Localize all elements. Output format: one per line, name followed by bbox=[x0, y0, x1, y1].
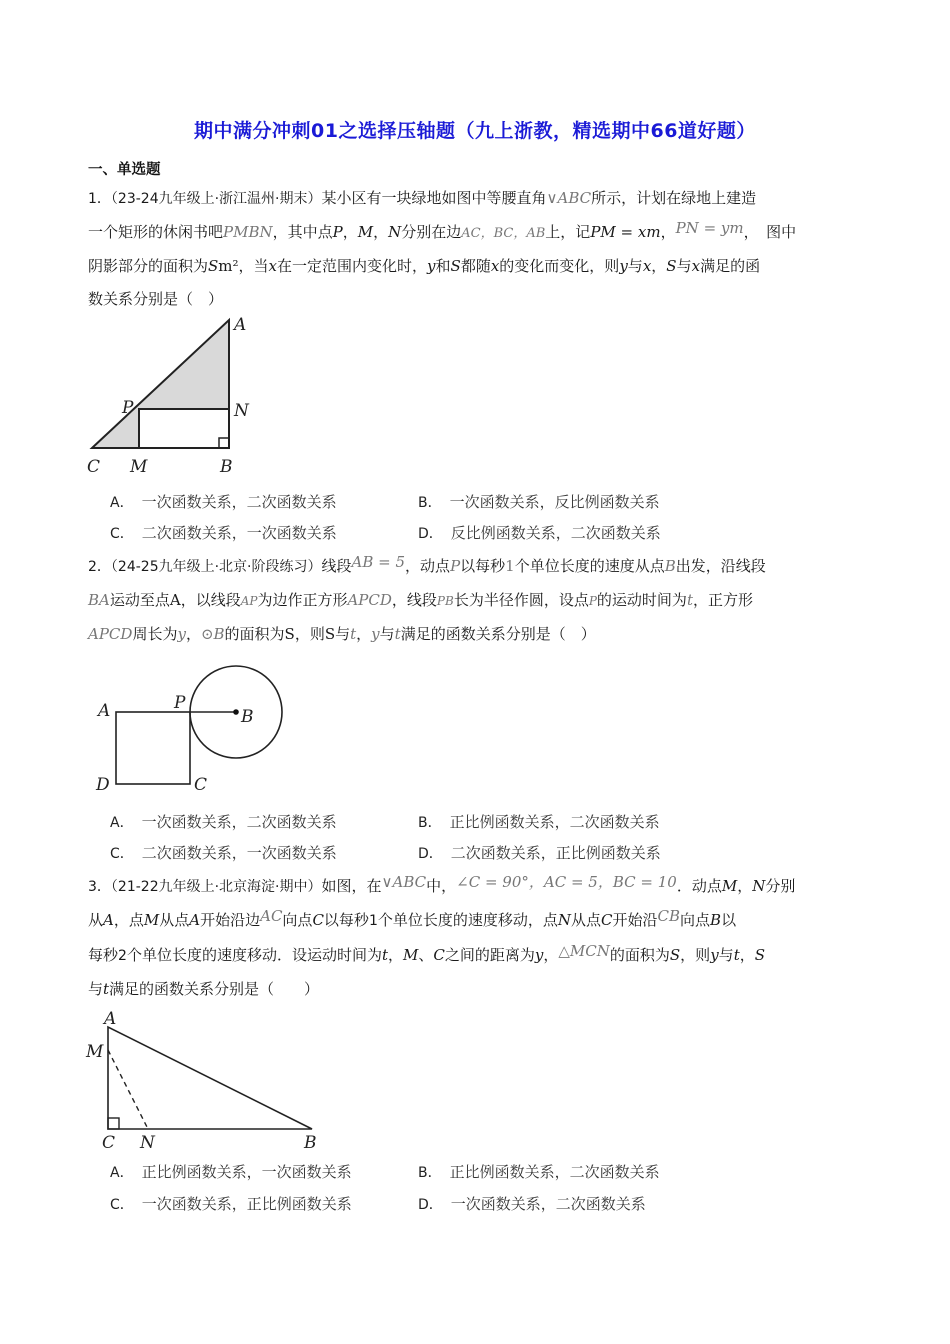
math-expr: x bbox=[691, 257, 701, 275]
svg-text:P: P bbox=[122, 398, 134, 418]
math-expr: △MCN bbox=[558, 942, 610, 960]
text: 都随 bbox=[460, 257, 491, 275]
option-letter: C． bbox=[110, 1197, 134, 1213]
svg-text:A: A bbox=[104, 1009, 117, 1029]
math-expr: P bbox=[588, 594, 597, 608]
math-expr: y bbox=[619, 257, 628, 275]
math-expr: B bbox=[710, 911, 722, 929]
option-text: 一次函数关系，二次函数关系 bbox=[141, 813, 337, 831]
text: 以每秒 bbox=[460, 557, 506, 575]
svg-text:B: B bbox=[304, 1133, 317, 1153]
text: ， 图中 bbox=[743, 223, 797, 241]
svg-text:A: A bbox=[234, 315, 247, 335]
math-expr: A bbox=[103, 911, 114, 929]
option-text: 正比例函数关系，二次函数关系 bbox=[449, 813, 660, 831]
math-expr: y bbox=[534, 946, 544, 964]
math-expr: M bbox=[143, 911, 160, 929]
math-expr: S bbox=[208, 257, 219, 275]
math-expr: AC bbox=[260, 907, 283, 925]
math-expr: t bbox=[381, 946, 388, 964]
option-c[interactable] bbox=[110, 1194, 352, 1215]
math-expr: ∨ABC bbox=[546, 189, 592, 207]
math-expr: C bbox=[433, 946, 445, 964]
question-2-line-2 bbox=[88, 590, 864, 611]
text: 以 bbox=[721, 911, 737, 929]
math-expr: ∠C = 90°，AC = 5，BC = 10 bbox=[456, 873, 677, 891]
text: 一个矩形的休闲书吧 bbox=[88, 223, 224, 241]
page-title: 期中满分冲刺01之选择压轴题（九上浙教，精选期中66道好题） bbox=[194, 120, 756, 142]
question-2-line-1 bbox=[88, 553, 864, 577]
math-expr: PN = ym bbox=[675, 219, 744, 237]
text: 与 bbox=[379, 625, 395, 643]
text: 的面积为 bbox=[609, 946, 670, 964]
option-a[interactable] bbox=[110, 812, 337, 833]
math-expr: y bbox=[177, 625, 186, 643]
question-1-line-4 bbox=[88, 289, 864, 309]
math-expr: y bbox=[427, 257, 436, 275]
option-c[interactable] bbox=[110, 523, 337, 544]
math-expr: x bbox=[642, 257, 652, 275]
text: ，其中点 bbox=[272, 223, 333, 241]
math-expr: AP bbox=[240, 594, 258, 608]
math-expr: AB = 5 bbox=[351, 553, 406, 571]
text: 长为半径作圆，设点 bbox=[453, 591, 589, 609]
text: ， bbox=[737, 877, 753, 895]
text: 分别 bbox=[765, 877, 796, 895]
text: 满足的函 bbox=[700, 257, 761, 275]
text: 的变化而变化，则 bbox=[499, 257, 620, 275]
text: 数关系分别是（ ） bbox=[88, 290, 224, 308]
text: 阴影部分的面积为 bbox=[88, 257, 209, 275]
text: ， bbox=[342, 223, 358, 241]
svg-text:M: M bbox=[86, 1042, 104, 1062]
option-letter: B． bbox=[418, 815, 442, 831]
svg-text:B: B bbox=[220, 457, 233, 477]
math-expr: t bbox=[733, 946, 740, 964]
text: 中， bbox=[426, 877, 457, 895]
math-expr: x bbox=[490, 257, 500, 275]
text: ， bbox=[543, 946, 559, 964]
right-angle-mark bbox=[108, 1118, 119, 1129]
text: 之间的距离为 bbox=[444, 946, 535, 964]
text: 分别在边 bbox=[401, 223, 462, 241]
question-3-line-3 bbox=[88, 942, 864, 966]
svg-text:P: P bbox=[174, 693, 186, 713]
question-1-line-3 bbox=[88, 256, 864, 276]
math-expr: y bbox=[371, 625, 380, 643]
math-expr: PMBN bbox=[223, 223, 273, 241]
text: 与 bbox=[676, 257, 692, 275]
math-expr: t bbox=[394, 625, 401, 643]
text: ．动点 bbox=[676, 877, 722, 895]
text: ， bbox=[651, 257, 667, 275]
math-expr: ∨ABC bbox=[381, 873, 427, 891]
text: 与 bbox=[718, 946, 734, 964]
math-expr: P bbox=[450, 557, 461, 575]
option-b[interactable] bbox=[418, 492, 660, 513]
math-expr: APCD bbox=[88, 625, 133, 643]
text: ，动点 bbox=[405, 557, 451, 575]
question-number: 3． bbox=[88, 879, 111, 895]
svg-text:M: M bbox=[130, 457, 148, 477]
math-expr: S bbox=[754, 946, 766, 964]
triangle-ABC bbox=[108, 1027, 312, 1129]
option-letter: B． bbox=[418, 1165, 442, 1181]
text: 每秒 bbox=[88, 946, 119, 964]
math-expr: ⊙B bbox=[200, 625, 225, 643]
option-text: 一次函数关系，二次函数关系 bbox=[141, 493, 337, 511]
math-expr: y bbox=[710, 946, 719, 964]
center-point-B bbox=[233, 709, 239, 715]
text: 从 bbox=[88, 911, 104, 929]
text: 线段 bbox=[321, 557, 352, 575]
text: ， bbox=[356, 625, 372, 643]
question-source: （21-22九年级上·北京海淀·期中） bbox=[110, 879, 322, 895]
dashed-segment-MN bbox=[108, 1050, 148, 1129]
option-text: 反比例函数关系，二次函数关系 bbox=[450, 524, 661, 542]
svg-text:C: C bbox=[194, 775, 208, 795]
option-letter: A． bbox=[110, 495, 134, 511]
math-expr: AC，BC，AB bbox=[461, 226, 546, 241]
math-expr: PM = xm bbox=[590, 223, 661, 241]
svg-text:C: C bbox=[87, 457, 101, 477]
question-3-line-2 bbox=[88, 907, 864, 931]
option-text: 正比例函数关系，二次函数关系 bbox=[449, 1163, 660, 1181]
math-expr: CB bbox=[657, 907, 681, 925]
option-b[interactable] bbox=[418, 1162, 660, 1183]
math-expr: 2 bbox=[118, 948, 127, 964]
option-c[interactable] bbox=[110, 843, 337, 864]
math-expr: PB bbox=[436, 594, 454, 608]
text: 开始沿边 bbox=[200, 911, 261, 929]
option-text: 二次函数关系，正比例函数关系 bbox=[450, 844, 661, 862]
math-expr: A bbox=[189, 911, 201, 929]
math-expr: C bbox=[601, 911, 613, 929]
text: 在一定范围内变化时， bbox=[277, 257, 428, 275]
text: 周长为 bbox=[132, 625, 178, 643]
option-d[interactable] bbox=[418, 843, 661, 864]
option-letter: D． bbox=[418, 526, 443, 542]
text: 运动至点A，以线段 bbox=[109, 591, 241, 609]
option-letter: A． bbox=[110, 1165, 134, 1181]
question-number: 2． bbox=[88, 559, 111, 575]
text: 某小区有一块绿地如图中等腰直角 bbox=[321, 189, 547, 207]
text: m²，当 bbox=[218, 257, 269, 275]
math-expr: N bbox=[752, 877, 766, 895]
text: 所示，计划在绿地上建造 bbox=[591, 189, 757, 207]
text: ， bbox=[373, 223, 389, 241]
question-source: （24-25九年级上·北京·阶段练习） bbox=[110, 559, 322, 575]
text: ，线段 bbox=[391, 591, 437, 609]
text: 如图，在 bbox=[321, 877, 382, 895]
svg-text:A: A bbox=[98, 701, 111, 721]
option-letter: C． bbox=[110, 526, 134, 542]
math-expr: t bbox=[686, 591, 693, 609]
question-1-line-2 bbox=[88, 219, 864, 244]
math-expr: S bbox=[450, 257, 461, 275]
math-expr: M bbox=[721, 877, 738, 895]
math-expr: BA bbox=[88, 591, 110, 609]
option-letter: B． bbox=[418, 495, 442, 511]
math-expr: M bbox=[357, 223, 374, 241]
text: 的运动时间为 bbox=[596, 591, 687, 609]
option-text: 二次函数关系，一次函数关系 bbox=[141, 844, 337, 862]
option-letter: A． bbox=[110, 815, 134, 831]
math-expr: N bbox=[557, 911, 571, 929]
text: 个单位长度的速度从点 bbox=[514, 557, 665, 575]
text: ， bbox=[387, 946, 403, 964]
text: 从点 bbox=[159, 911, 190, 929]
svg-text:B: B bbox=[241, 707, 254, 727]
text: 与 bbox=[88, 980, 104, 998]
text: 出发，沿线段 bbox=[675, 557, 766, 575]
text: 个单位长度的速度移动，点 bbox=[377, 911, 558, 929]
question-1-line-1 bbox=[88, 188, 864, 209]
math-expr: P bbox=[332, 223, 343, 241]
text: ， bbox=[739, 946, 755, 964]
rectangle-PMBN bbox=[139, 409, 229, 448]
text: ， bbox=[185, 625, 201, 643]
option-text: 一次函数关系，正比例函数关系 bbox=[141, 1195, 352, 1213]
option-text: 一次函数关系，反比例函数关系 bbox=[449, 493, 660, 511]
math-expr: S bbox=[666, 257, 677, 275]
text: 向点 bbox=[282, 911, 313, 929]
option-letter: D． bbox=[418, 1197, 443, 1213]
math-expr: x bbox=[268, 257, 278, 275]
text: ，正方形 bbox=[692, 591, 753, 609]
square-APCD bbox=[116, 712, 190, 784]
text: ，则 bbox=[680, 946, 711, 964]
option-a[interactable] bbox=[110, 492, 337, 513]
text: 和 bbox=[435, 257, 451, 275]
math-expr: APCD bbox=[347, 591, 392, 609]
text: 为边作正方形 bbox=[257, 591, 348, 609]
question-1-figure bbox=[84, 310, 264, 484]
option-text: 二次函数关系，一次函数关系 bbox=[141, 524, 337, 542]
section-heading: 一、单选题 bbox=[88, 162, 161, 178]
text: ，点 bbox=[113, 911, 144, 929]
text: 从点 bbox=[571, 911, 602, 929]
math-expr: 1 bbox=[368, 913, 378, 929]
svg-text:C: C bbox=[102, 1133, 116, 1153]
math-expr: S bbox=[669, 946, 681, 964]
option-b[interactable] bbox=[418, 812, 660, 833]
option-text: 正比例函数关系，一次函数关系 bbox=[141, 1163, 352, 1181]
question-3-figure bbox=[84, 1005, 334, 1157]
text: 向点 bbox=[680, 911, 711, 929]
svg-text:N: N bbox=[234, 401, 249, 421]
svg-text:D: D bbox=[96, 775, 110, 795]
question-2-figure bbox=[88, 660, 298, 804]
text: 、 bbox=[418, 946, 434, 964]
question-number: 1． bbox=[88, 191, 111, 207]
math-expr: M bbox=[403, 946, 419, 964]
math-expr: C bbox=[312, 911, 324, 929]
text: 以每秒 bbox=[323, 911, 369, 929]
option-text: 一次函数关系，二次函数关系 bbox=[450, 1195, 646, 1213]
question-2-line-3 bbox=[88, 624, 864, 644]
math-expr: 1 bbox=[505, 557, 515, 575]
text: 的面积为S，则S与 bbox=[224, 625, 351, 643]
math-expr: B bbox=[664, 557, 676, 575]
text: 满足的函数关系分别是（ ） bbox=[109, 980, 320, 998]
question-3-line-1 bbox=[88, 873, 864, 897]
text: 上，记 bbox=[545, 223, 591, 241]
option-a[interactable] bbox=[110, 1162, 352, 1183]
option-letter: D． bbox=[418, 846, 443, 862]
text: ， bbox=[660, 223, 676, 241]
option-letter: C． bbox=[110, 846, 134, 862]
svg-text:N: N bbox=[140, 1133, 155, 1153]
question-3-line-4 bbox=[88, 979, 864, 999]
text: 个单位长度的速度移动．设运动时间为 bbox=[126, 946, 382, 964]
math-expr: t bbox=[350, 625, 357, 643]
option-d[interactable] bbox=[418, 1194, 646, 1215]
math-expr: N bbox=[388, 223, 402, 241]
text: 开始沿 bbox=[612, 911, 658, 929]
math-expr: t bbox=[103, 980, 110, 998]
text: 与 bbox=[627, 257, 643, 275]
option-d[interactable] bbox=[418, 523, 661, 544]
question-source: （23-24九年级上·浙江温州·期末） bbox=[110, 191, 322, 207]
text: 满足的函数关系分别是（ ） bbox=[400, 625, 596, 643]
